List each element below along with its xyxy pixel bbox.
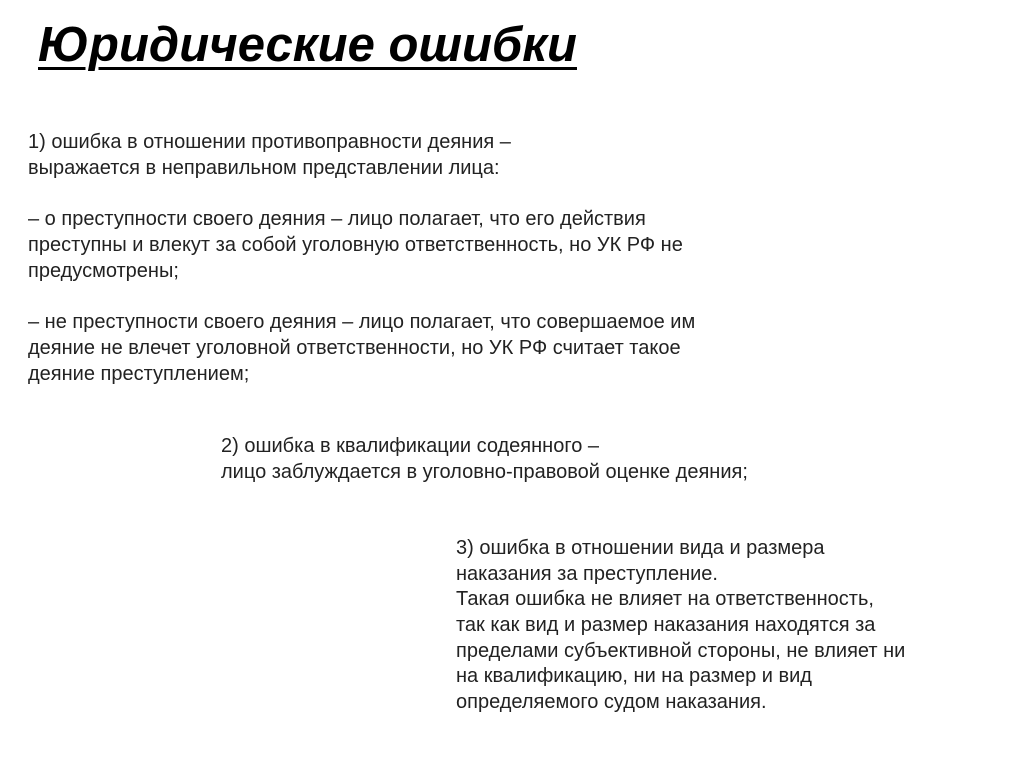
paragraph-gap <box>28 181 695 207</box>
section-3-line: 3) ошибка в отношении вида и размера <box>456 537 825 559</box>
section-2-line: 2) ошибка в квалификации содеянного – <box>221 435 599 457</box>
section-3-line: пределами субъективной стороны, не влияет ни <box>456 639 906 662</box>
section-3-line: Такая ошибка не влияет на ответственность, <box>456 588 874 611</box>
section-1-item-a-line: предусмотрены; <box>28 259 179 282</box>
section-2-line: лицо заблуждается в уголовно-правовой оценке деяния; <box>221 460 748 483</box>
section-3-punishment-error <box>456 536 905 716</box>
page-title <box>38 8 577 82</box>
section-3-line: наказания за преступление. <box>456 562 718 585</box>
section-1-item-b-line: деяние не влечет уголовной ответственности, но УК РФ считает такое <box>28 337 681 360</box>
section-1-illegality-error <box>28 130 695 388</box>
section-1-item-b-line: деяние преступлением; <box>28 362 250 385</box>
section-3-line: определяемого судом наказания. <box>456 691 767 714</box>
section-1-item-a-line: преступны и влекут за собой уголовную ответственность, но УК РФ не <box>28 234 683 257</box>
section-1-item-a-line: – о преступности своего деяния – лицо полагает, что его действия <box>28 208 646 231</box>
section-3-line: на квалификацию, ни на размер и вид <box>456 665 812 688</box>
section-1-heading-line: 1) ошибка в отношении противоправности деяния – <box>28 131 511 153</box>
paragraph-gap <box>28 284 695 310</box>
section-1-item-b-line: – не преступности своего деяния – лицо полагает, что совершаемое им <box>28 311 696 334</box>
section-1-heading-line: выражается в неправильном представлении лица: <box>28 156 500 179</box>
section-2-qualification-error <box>221 434 748 485</box>
section-3-line: так как вид и размер наказания находятся за <box>456 614 876 637</box>
page-title-text: Юридические ошибки <box>38 18 577 72</box>
